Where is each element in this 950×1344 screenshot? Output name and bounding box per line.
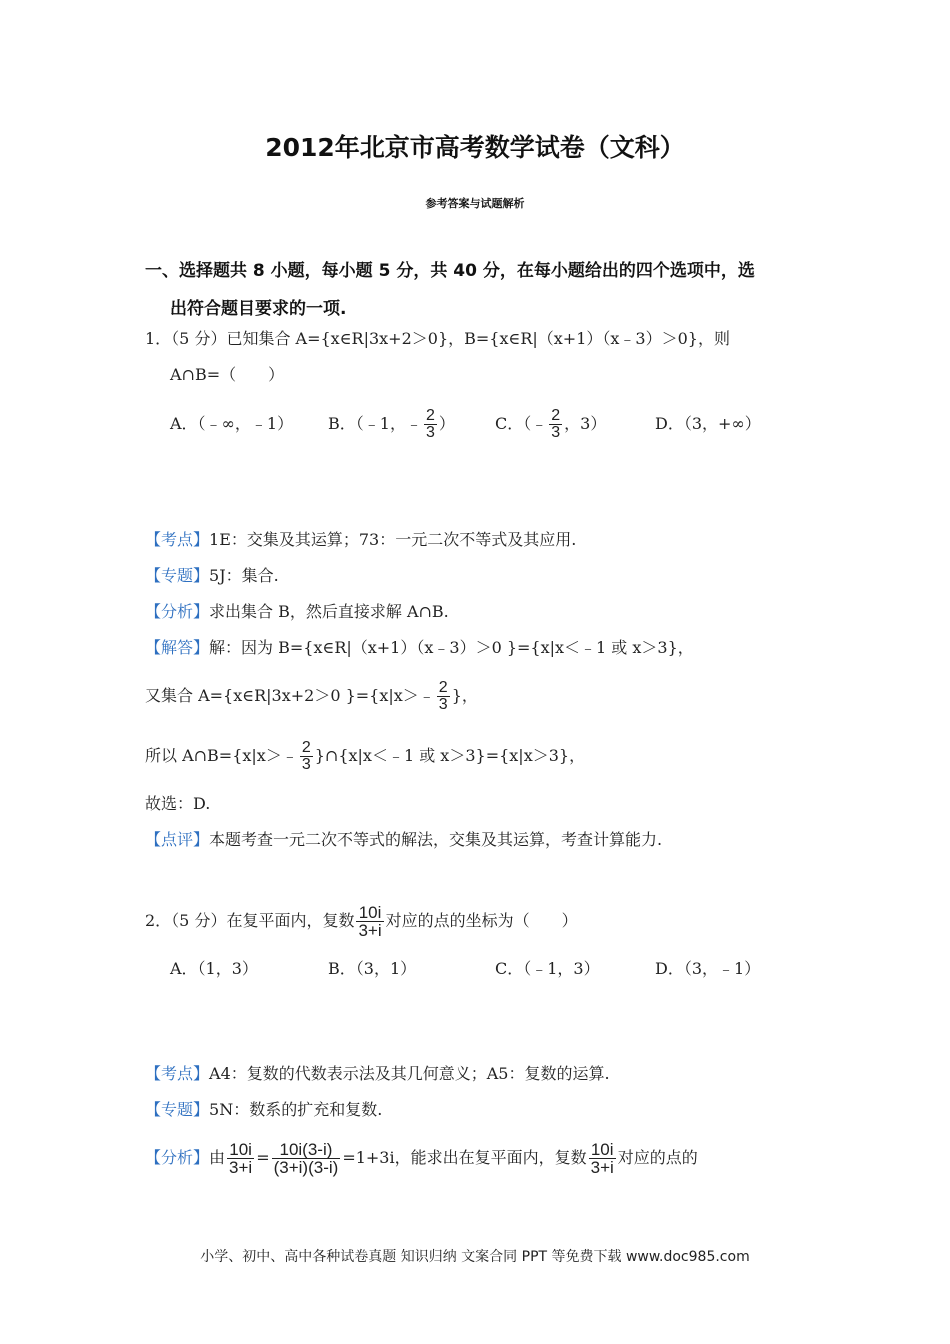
q1-jieda-line1: 【解答】解：因为 B={x∈R|（x+1）（x﹣3）＞0 }={x|x＜﹣1 或 x＞3}， xyxy=(145,638,694,657)
section-heading-line1: 一、选择题共 8 小题，每小题 5 分，共 40 分，在每小题给出的四个选项中，选 xyxy=(145,261,755,281)
q2-option-c: C．（﹣1，3） xyxy=(495,959,600,978)
page-footer: 小学、初中、高中各种试卷真题 知识归纳 文案合同 PPT 等免费下载 www.doc985.com xyxy=(200,1249,750,1265)
q2-kaodian: 【考点】A4：复数的代数表示法及其几何意义；A5：复数的运算. xyxy=(145,1064,610,1083)
q1-option-c: C．（﹣ $\frac{2}{3}$ ，3） xyxy=(495,406,607,441)
q2-option-a: A．（1，3） xyxy=(170,959,258,978)
q1-fenxi: 【分析】求出集合 B，然后直接求解 A∩B. xyxy=(145,602,449,621)
q1-jieda-line2-fraction: $\frac{2}{3}$ xyxy=(438,678,448,713)
q1-option-d: D．（3，+∞） xyxy=(655,414,761,433)
q2-fenxi-fraction-2: $\frac{10i(3-i)}{(3+i)(3-i)}$ xyxy=(273,1139,339,1177)
q2-option-b: B．（3，1） xyxy=(328,959,417,978)
q1-dianping: 【点评】本题考查一元二次不等式的解法，交集及其运算，考查计算能力. xyxy=(145,830,663,849)
q2-option-d: D．（3，﹣1） xyxy=(655,959,761,978)
q1-option-b: B．（﹣1，﹣ $\frac{2}{3}$ ） xyxy=(328,406,455,441)
q1-option-c-fraction: $\frac{2}{3}$ xyxy=(551,406,561,441)
q2-fenxi-fraction-1: $\frac{10i}{3+i}$ xyxy=(229,1139,253,1177)
page-subtitle: 参考答案与试题解析 xyxy=(425,197,525,210)
section-heading-line2: 出符合题目要求的一项. xyxy=(170,299,347,319)
q1-zhuanti: 【专题】5J：集合. xyxy=(145,566,279,585)
q1-option-a: A．（﹣∞，﹣1） xyxy=(170,414,294,433)
q1-jieda-line3: 所以 A∩B={x|x＞﹣ $\frac{2}{3}$ }∩{x|x＜﹣1 或 x＞3}={x|x＞3}， xyxy=(145,738,586,773)
q2-fenxi-fraction-3: $\frac{10i}{3+i}$ xyxy=(590,1139,614,1177)
q2-fenxi: 【分析】 由 $\frac{10i}{3+i}$ = $\frac{10i(3-i)}{(3+i)(3-i)}$ =1+3i，能求出在复平面内，复数 $\frac{10i}{3+i}$ 对应的点的 xyxy=(145,1139,698,1177)
q1-jieda-line2: 又集合 A={x∈R|3x+2＞0 }={x|x＞﹣ $\frac{2}{3}$ }， xyxy=(145,678,478,713)
q1-kaodian: 【考点】1E：交集及其运算；73：一元二次不等式及其应用. xyxy=(145,530,577,549)
q1-jieda-line4: 故选：D. xyxy=(145,794,211,813)
q1-stem-line2: A∩B=（ ） xyxy=(170,365,285,384)
q1-option-b-fraction: $\frac{2}{3}$ xyxy=(425,406,435,441)
page-title: 2012年北京市高考数学试卷（文科） xyxy=(265,133,685,162)
q2-stem: 2．（5 分）在复平面内，复数 $\frac{10i}{3+i}$ 对应的点的坐标为（ ） xyxy=(145,902,578,940)
q1-jieda-line3-fraction: $\frac{2}{3}$ xyxy=(301,738,311,773)
q2-zhuanti: 【专题】5N：数系的扩充和复数. xyxy=(145,1100,383,1119)
q1-stem-line1: 1．（5 分）已知集合 A={x∈R|3x+2＞0}，B={x∈R|（x+1）（x﹣3）＞0}，则 xyxy=(145,329,730,348)
q2-stem-fraction: $\frac{10i}{3+i}$ xyxy=(358,902,382,940)
